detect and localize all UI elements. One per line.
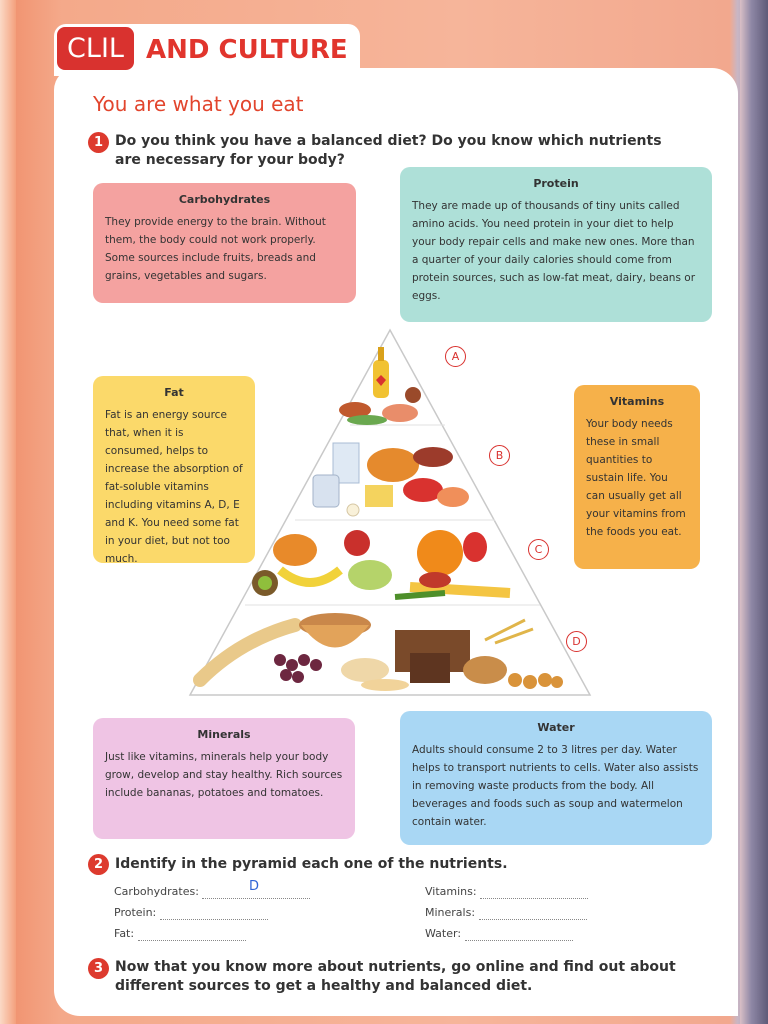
water-text: Adults should consume 2 to 3 litres per day. Water helps to transport nutrients to cells. Water also assists in removing waste products from the body. All beverages and foods such as soup and watermelon contain water. bbox=[412, 744, 699, 828]
fill-protein-blank[interactable] bbox=[160, 909, 268, 920]
water-box bbox=[400, 711, 712, 845]
minerals-text: Just like vitamins, minerals help your body grow, develop and stay healthy. Rich sources include bananas, potatoes and tomatoes. bbox=[105, 751, 343, 799]
carbohydrates-title: Carbohydrates bbox=[178, 193, 271, 206]
fill-vitamins bbox=[425, 885, 588, 899]
handwritten-answer: D bbox=[249, 879, 260, 894]
protein-box bbox=[400, 167, 712, 322]
fill-minerals-blank[interactable] bbox=[479, 909, 587, 920]
question-3-text: Now that you know more about nutrients, go online and find out about different sources to get a healthy and balanced diet. bbox=[115, 959, 676, 994]
food-pyramid-illustration bbox=[185, 325, 595, 700]
carbohydrates-text: They provide energy to the brain. Without them, the body could not work properly. Some sources include fruits, breads and grains, vegetables and sugars. bbox=[105, 216, 326, 282]
fat-title: Fat bbox=[164, 386, 184, 399]
fill-fat-label: Fat: bbox=[114, 927, 135, 940]
lesson-subtitle: You are what you eat bbox=[93, 92, 304, 116]
fill-vitamins-label: Vitamins: bbox=[425, 885, 477, 898]
clil-badge: CLIL bbox=[57, 27, 134, 70]
protein-title: Protein bbox=[533, 177, 579, 190]
fill-vitamins-blank[interactable] bbox=[480, 888, 588, 899]
carbohydrates-box bbox=[93, 183, 356, 303]
question-1-text: Do you think you have a balanced diet? Do you know which nutrients are necessary for your body? bbox=[115, 133, 662, 168]
fill-minerals bbox=[425, 906, 587, 920]
fill-water bbox=[425, 927, 573, 941]
fill-water-label: Water: bbox=[425, 927, 462, 940]
minerals-box bbox=[93, 718, 355, 839]
question-number-2: 2 bbox=[88, 854, 109, 875]
section-title: AND CULTURE bbox=[146, 35, 348, 65]
vitamins-title: Vitamins bbox=[609, 395, 665, 408]
question-number-1: 1 bbox=[88, 132, 109, 153]
water-title: Water bbox=[537, 721, 575, 734]
protein-text: They are made up of thousands of tiny units called amino acids. You need protein in your diet to help your body repair cells and make new ones. More than a quarter of your daily calories should come from protein sources, such as low-fat meat, dairy, beans or eggs. bbox=[412, 200, 696, 302]
pyramid-marker-d: D bbox=[566, 631, 587, 652]
fat-text: Fat is an energy source that, when it is consumed, helps to increase the absorption of fat-soluble vitamins including vitamins A, D, E and K. You need some fat in your diet, but not too much. bbox=[105, 409, 243, 565]
fill-protein-label: Protein: bbox=[114, 906, 157, 919]
pyramid-marker-c: C bbox=[528, 539, 549, 560]
fill-fat bbox=[114, 927, 246, 941]
fill-carbohydrates-label: Carbohydrates: bbox=[114, 885, 199, 898]
fill-water-blank[interactable] bbox=[465, 930, 573, 941]
pyramid-marker-b: B bbox=[489, 445, 510, 466]
vitamins-text: Your body needs these in small quantities to sustain life. You can usually get all your vitamins from the foods you eat. bbox=[586, 418, 686, 538]
minerals-title: Minerals bbox=[197, 728, 251, 741]
question-2-text: Identify in the pyramid each one of the nutrients. bbox=[115, 856, 508, 872]
fill-protein bbox=[114, 906, 268, 920]
book-spine-edge bbox=[740, 0, 768, 1024]
fill-carbohydrates bbox=[114, 885, 310, 899]
fill-minerals-label: Minerals: bbox=[425, 906, 476, 919]
fill-fat-blank[interactable] bbox=[138, 930, 246, 941]
page-left-edge bbox=[0, 0, 16, 1024]
question-number-3: 3 bbox=[88, 958, 109, 979]
pyramid-marker-a: A bbox=[445, 346, 466, 367]
